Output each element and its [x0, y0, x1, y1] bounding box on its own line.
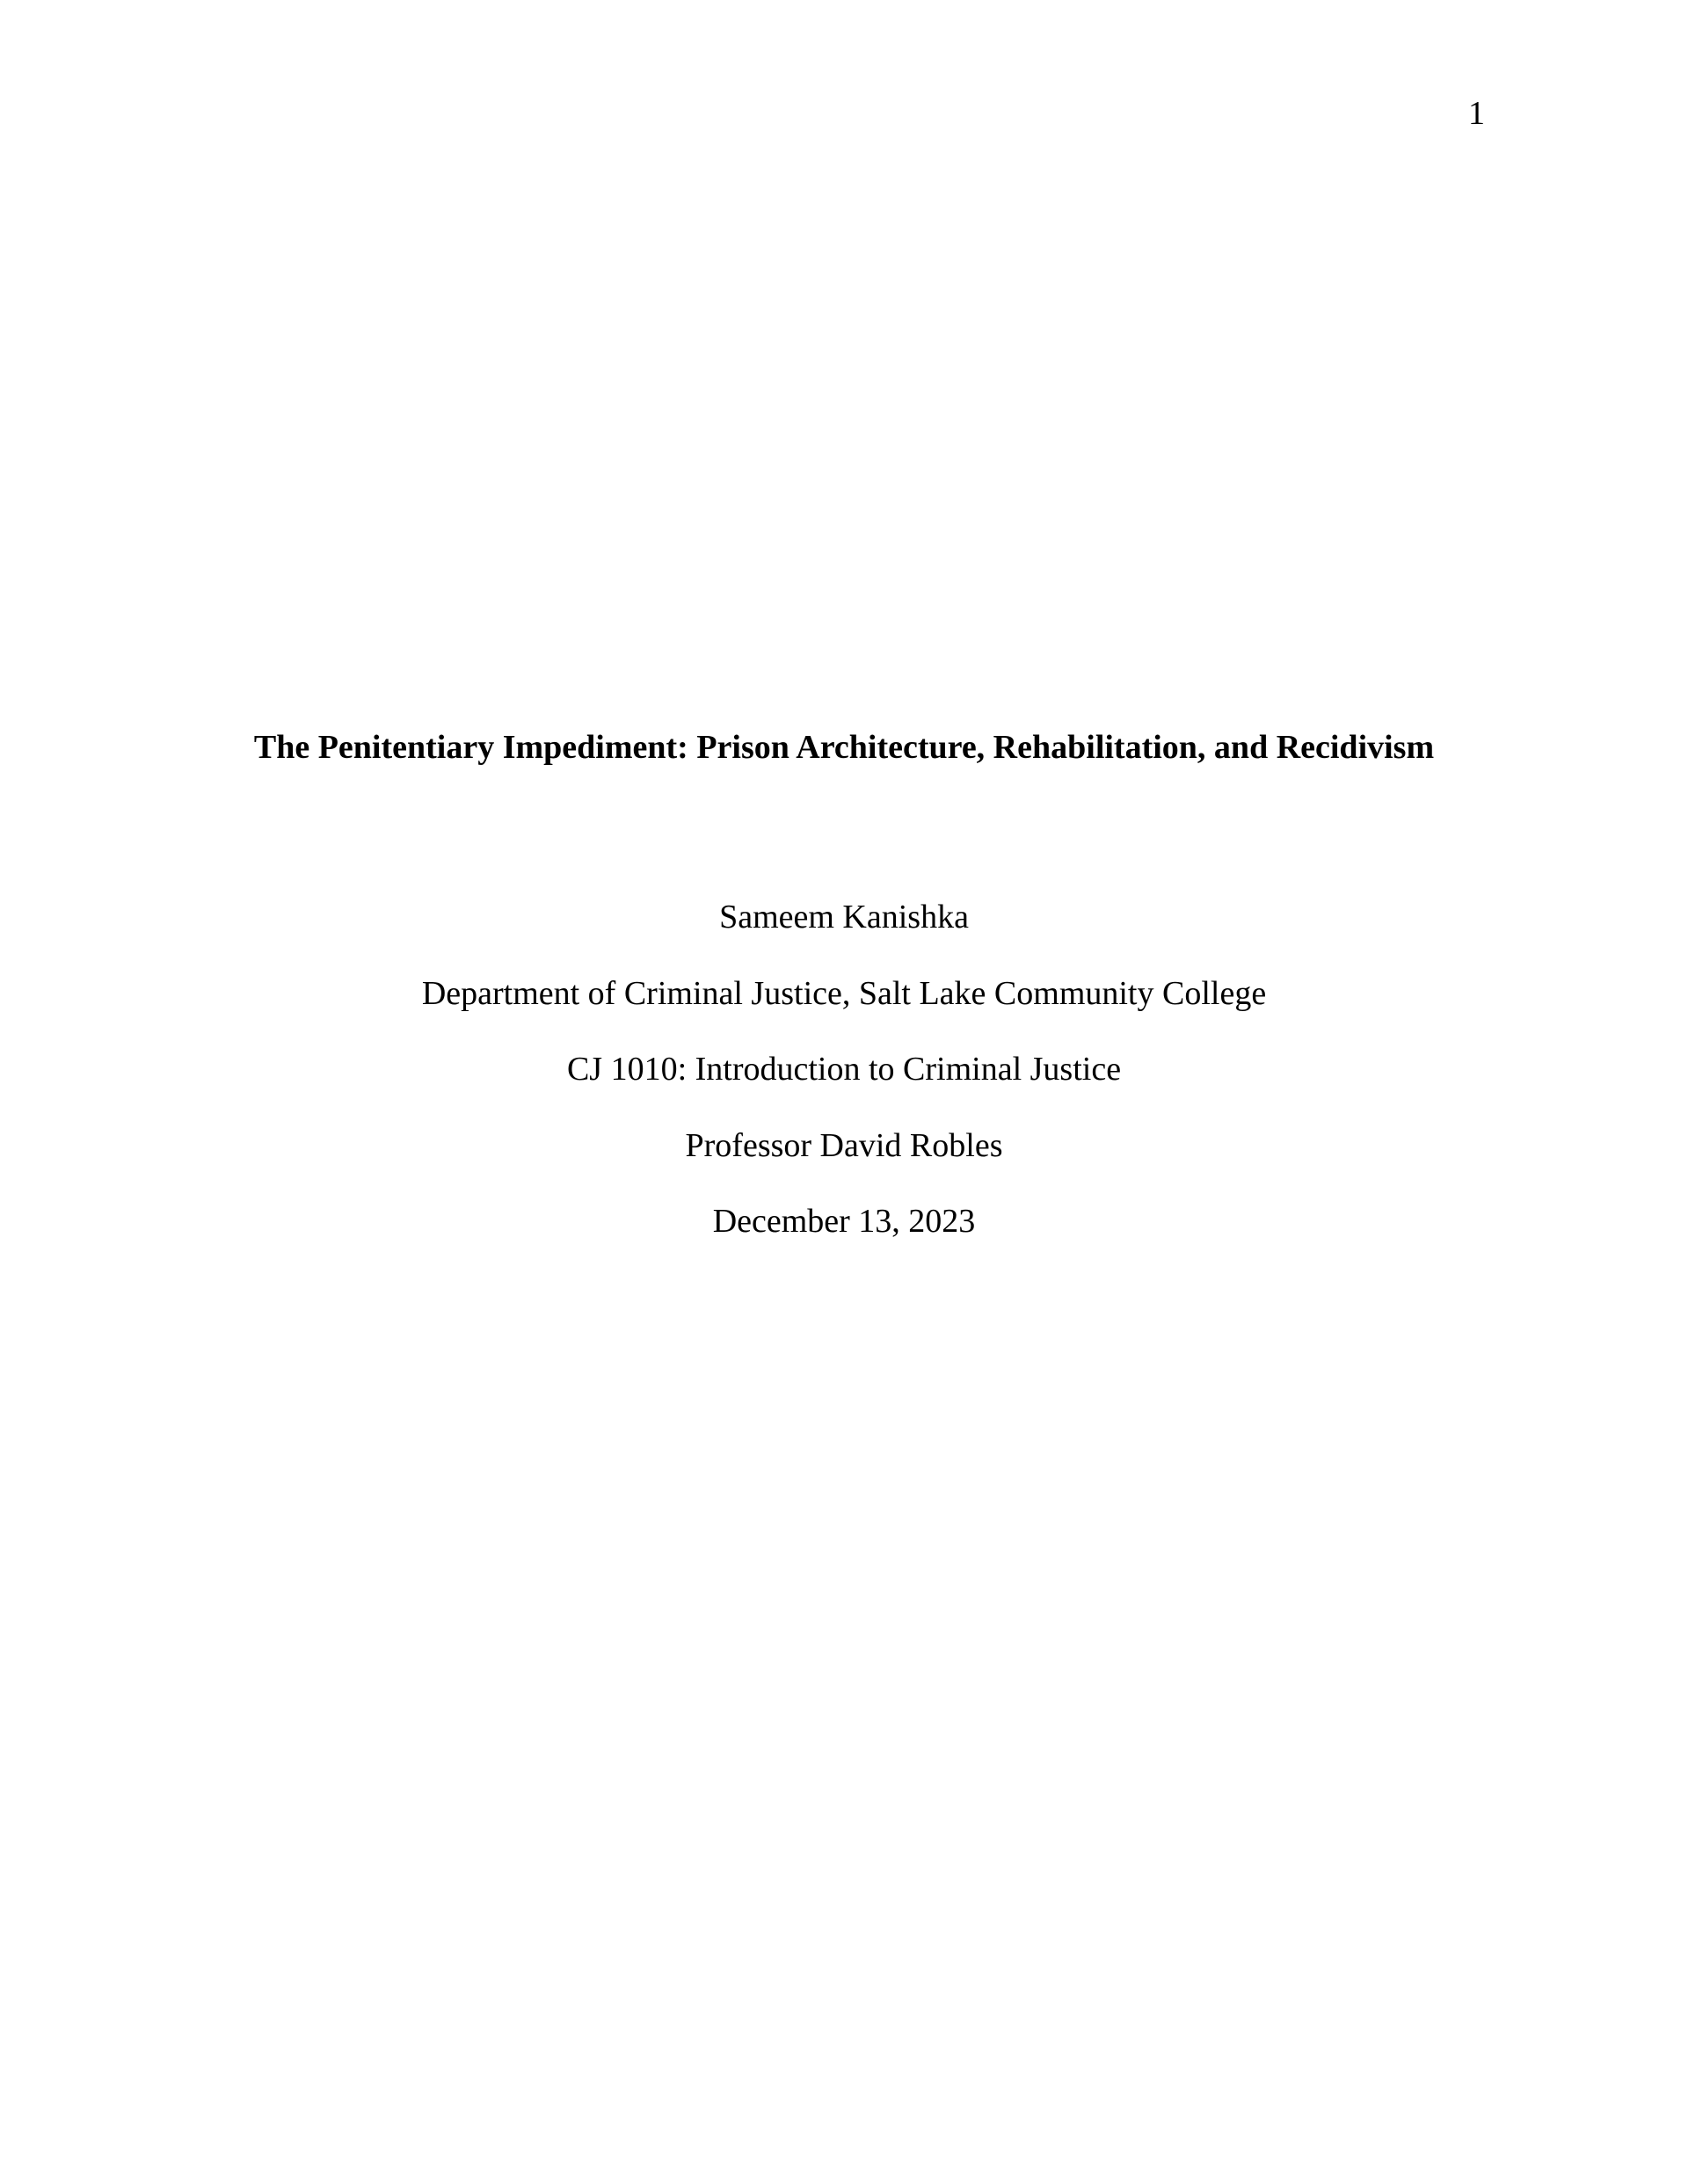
- author-name: Sameem Kanishka: [719, 899, 969, 935]
- page-number: 1: [1468, 95, 1485, 132]
- author-affiliation: Department of Criminal Justice, Salt Lake Community College: [421, 974, 1267, 1012]
- course-name: CJ 1010: Introduction to Criminal Justice: [566, 1051, 1122, 1088]
- paper-title: The Penitentiary Impediment: Prison Architecture, Rehabilitation, and Recidivism: [253, 729, 1435, 766]
- instructor-name: Professor David Robles: [685, 1126, 1003, 1164]
- title-block: [0, 726, 1688, 768]
- submission-date: December 13, 2023: [712, 1203, 976, 1240]
- byline-block: [0, 879, 1688, 1260]
